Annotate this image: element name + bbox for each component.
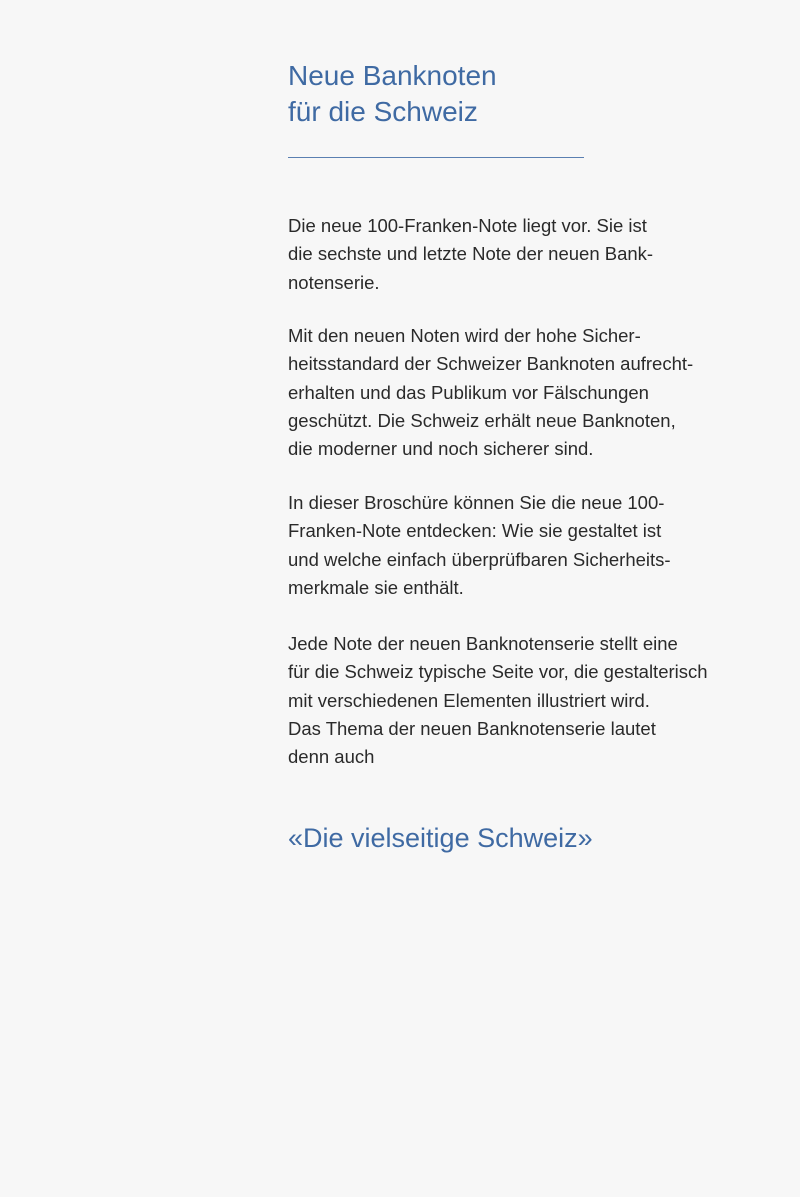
text-line: und welche einfach überprüfbaren Sicherheits- (288, 548, 671, 570)
text-line: Franken-Note entdecken: Wie sie gestaltet ist (288, 520, 662, 542)
text-line: merkmale sie enthält. (288, 576, 464, 598)
paragraph-brochure (288, 489, 768, 602)
text-line: Mit den neuen Noten wird der hohe Sicher- (288, 325, 641, 346)
text-line: In dieser Broschüre können Sie die neue 100- (288, 492, 665, 513)
page-title (288, 58, 688, 130)
paragraph-intro (288, 212, 768, 297)
page-title-line: für die Schweiz (288, 96, 478, 127)
text-line: Die neue 100-Franken-Note liegt vor. Sie ist (288, 215, 647, 236)
text-line: die moderner und noch sicherer sind. (288, 438, 594, 460)
text-line: die sechste und letzte Note der neuen Bank- (288, 243, 654, 265)
paragraph-theme (288, 630, 768, 771)
text-line: geschützt. Die Schweiz erhält neue Banknoten, (288, 409, 676, 431)
series-motto: «Die vielseitige Schweiz» (288, 823, 593, 853)
text-line: mit verschiedenen Elementen illustriert wird. (288, 689, 650, 711)
text-line: für die Schweiz typische Seite vor, die gestalterisch (288, 661, 708, 683)
title-divider (288, 157, 584, 158)
text-line: Das Thema der neuen Banknotenserie lautet (288, 717, 656, 739)
paragraph-security (288, 322, 768, 463)
text-line: heitsstandard der Schweizer Banknoten aufrecht- (288, 353, 694, 375)
text-line: Jede Note der neuen Banknotenserie stellt eine (288, 633, 678, 654)
text-line: erhalten und das Publikum vor Fälschungen (288, 381, 649, 403)
page-title-line: Neue Banknoten (288, 60, 497, 91)
text-line: notenserie. (288, 271, 380, 293)
text-line: denn auch (288, 746, 375, 768)
